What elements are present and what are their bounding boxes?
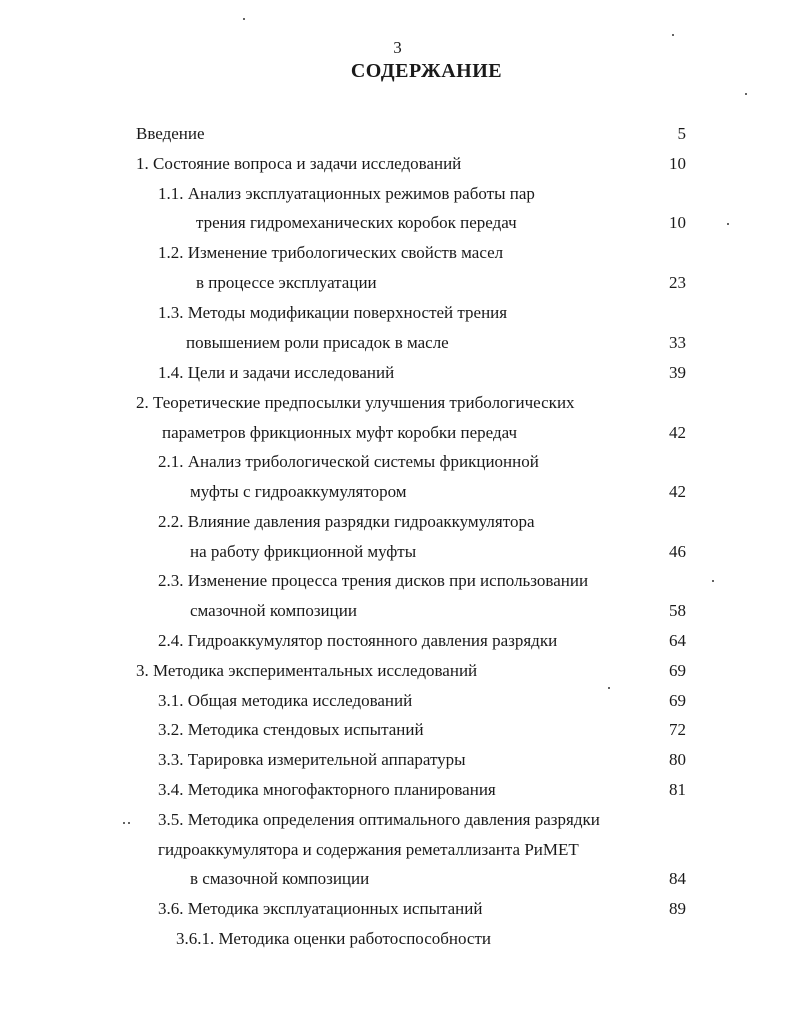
toc-entry-chapter-2-cont: параметров фрикционных муфт коробки передач [162, 423, 518, 442]
toc-page-number: 10 [669, 154, 686, 173]
toc-entry-2-1: 2.1. Анализ трибологической системы фрикционной [158, 452, 539, 471]
toc-entry-2-3-cont: смазочной композиции [190, 601, 357, 620]
toc-entry-3-2: 3.2. Методика стендовых испытаний [158, 720, 424, 739]
toc-page-number: 80 [669, 750, 686, 769]
toc-entry-chapter-1: 1. Состояние вопроса и задачи исследований [136, 154, 462, 173]
toc-entry-2-4: 2.4. Гидроаккумулятор постоянного давления разрядки [158, 631, 558, 650]
toc-page-number: 42 [669, 423, 686, 442]
toc-entry-1-1: 1.1. Анализ эксплуатационных режимов работы пар [158, 184, 535, 203]
toc-entry-1-2: 1.2. Изменение трибологических свойств масел [158, 243, 504, 262]
toc-entry-3-1: 3.1. Общая методика исследований [158, 691, 413, 710]
scan-speck [128, 822, 130, 824]
toc-page-number: 81 [669, 780, 686, 799]
toc-entry-3-5-cont2: в смазочной композиции [190, 869, 370, 888]
toc-page-number: 5 [677, 124, 686, 143]
toc-page-number: 72 [669, 720, 686, 739]
toc-entry-3-6-1: 3.6.1. Методика оценки работоспособности [176, 929, 491, 948]
scan-speck [672, 34, 674, 36]
toc-entry-2-2: 2.2. Влияние давления разрядки гидроаккумулятора [158, 512, 535, 531]
scan-speck [745, 93, 747, 95]
toc-page-number: 64 [669, 631, 686, 650]
toc-entry-3-5: 3.5. Методика определения оптимального давления разрядки [158, 810, 600, 829]
page-title: СОДЕРЖАНИЕ [350, 60, 503, 82]
toc-page-number: 42 [669, 482, 686, 501]
toc-entry-1-2-cont: в процессе эксплуатации [196, 273, 377, 292]
scan-speck [123, 822, 125, 824]
toc-entry-1-1-cont: трения гидромеханических коробок передач [196, 213, 517, 232]
toc-entry-introduction: Введение [136, 124, 205, 143]
page-number: 3 [393, 38, 402, 57]
toc-entry-1-4: 1.4. Цели и задачи исследований [158, 363, 395, 382]
toc-entry-3-3: 3.3. Тарировка измерительной аппаратуры [158, 750, 466, 769]
toc-page-number: 33 [669, 333, 686, 352]
toc-entry-chapter-2: 2. Теоретические предпосылки улучшения трибологических [136, 393, 575, 412]
toc-page-number: 23 [669, 273, 686, 292]
scan-speck [727, 223, 729, 225]
toc-page-number: 69 [669, 691, 686, 710]
toc-page-number: 69 [669, 661, 686, 680]
toc-entry-3-6: 3.6. Методика эксплуатационных испытаний [158, 899, 483, 918]
toc-entry-chapter-3: 3. Методика экспериментальных исследований [136, 661, 478, 680]
toc-entry-1-3: 1.3. Методы модификации поверхностей трения [158, 303, 508, 322]
toc-page-number: 58 [669, 601, 686, 620]
toc-page-number: 10 [669, 213, 686, 232]
toc-entry-3-4: 3.4. Методика многофакторного планирования [158, 780, 496, 799]
toc-entry-3-5-cont: гидроаккумулятора и содержания реметаллизанта РиМЕТ [158, 840, 579, 859]
toc-entry-2-2-cont: на работу фрикционной муфты [190, 542, 417, 561]
scan-speck [608, 687, 610, 689]
toc-page-number: 39 [669, 363, 686, 382]
toc-page-number: 89 [669, 899, 686, 918]
toc-entry-1-3-cont: повышением роли присадок в масле [186, 333, 449, 352]
toc-entry-2-1-cont: муфты с гидроаккумулятором [190, 482, 407, 501]
toc-entry-2-3: 2.3. Изменение процесса трения дисков при использовании [158, 571, 589, 590]
toc-page-number: 46 [669, 542, 686, 561]
scan-speck [243, 18, 245, 20]
toc-page-number: 84 [669, 869, 686, 888]
scan-speck [712, 580, 714, 582]
